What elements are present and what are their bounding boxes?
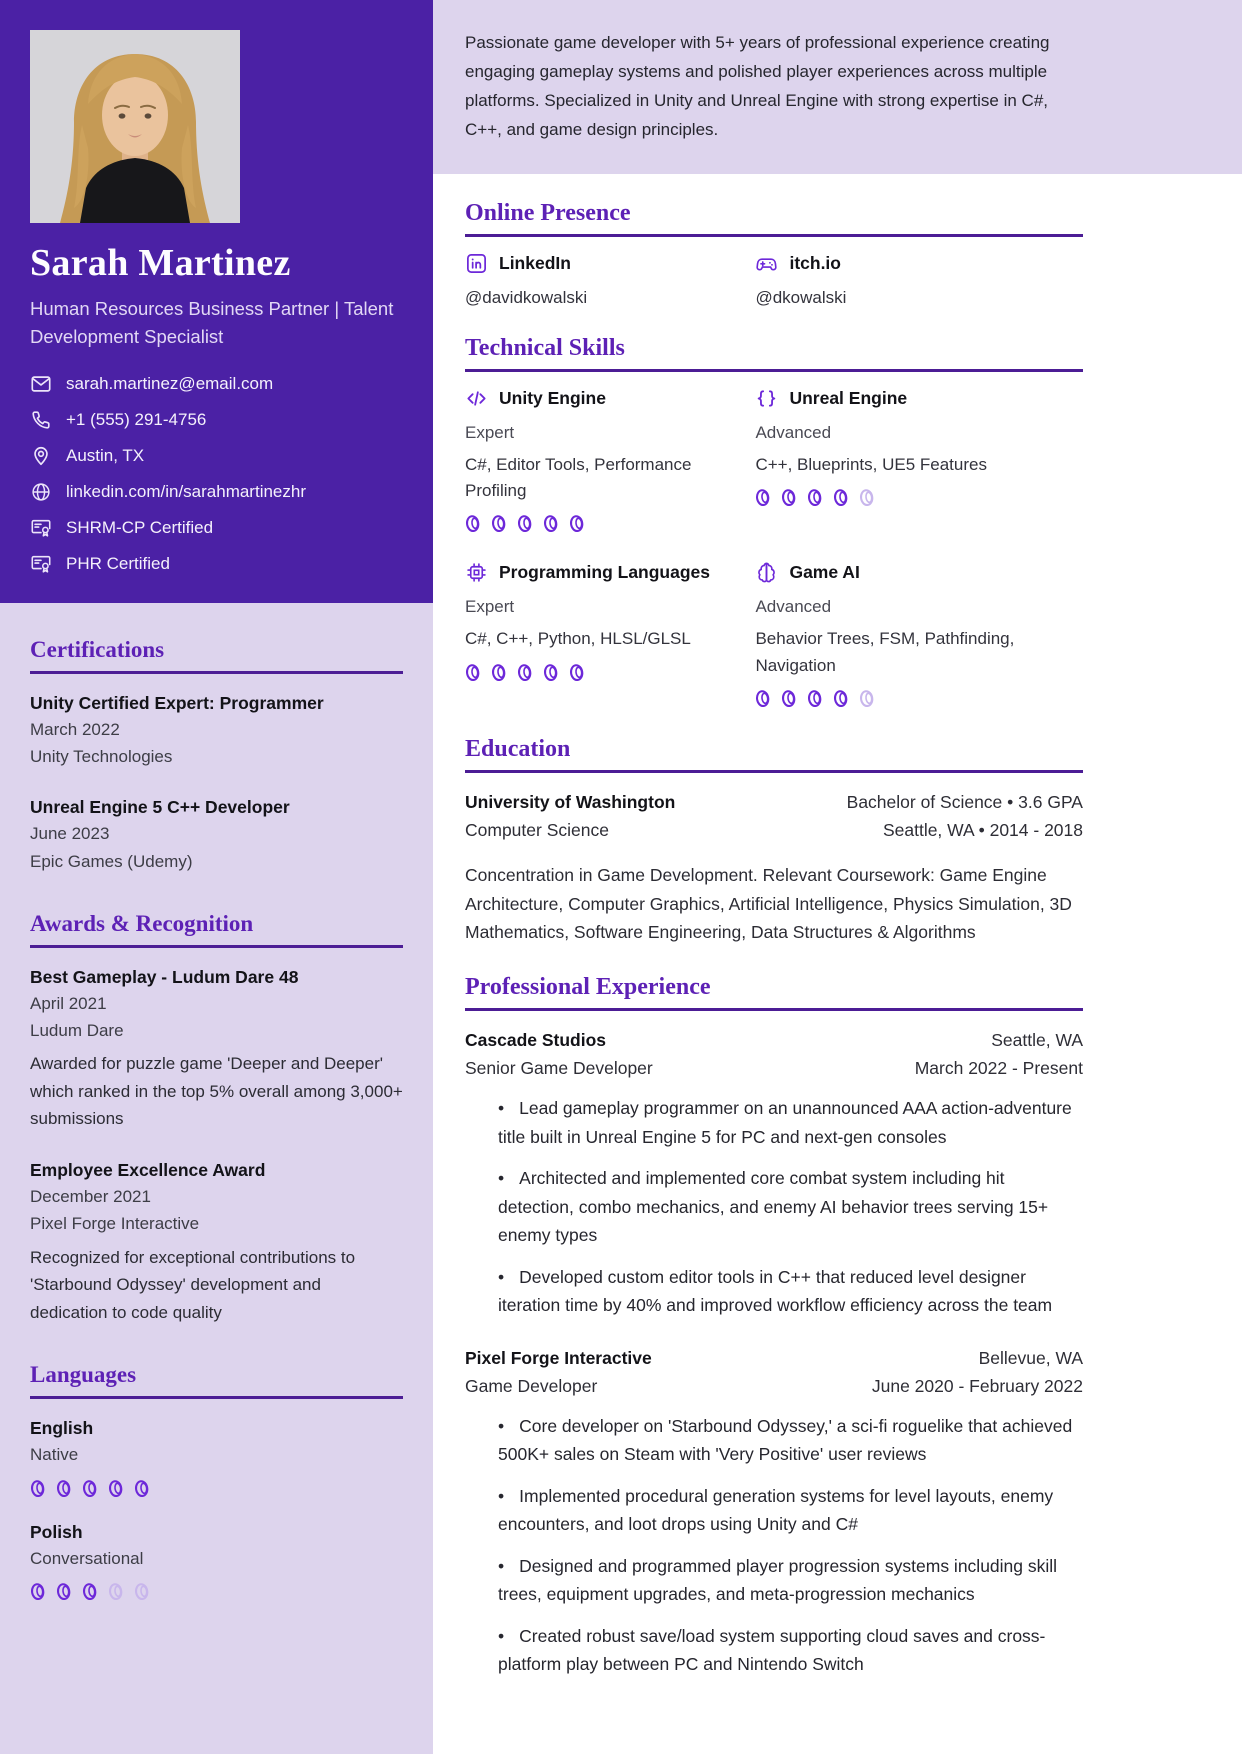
presence-handle: @davidkowalski	[465, 287, 588, 307]
languages-heading: Languages	[30, 1362, 403, 1399]
person-name: Sarah Martinez	[30, 242, 291, 284]
skill-programming-languages	[465, 561, 755, 709]
job-bullet	[498, 1164, 1083, 1250]
language-name: English	[30, 1418, 94, 1439]
certification-date: March 2022	[30, 719, 120, 739]
section-professional-experience	[465, 974, 1083, 1679]
skill-game-ai	[755, 561, 1083, 709]
job-bullet	[498, 1412, 1083, 1469]
location-pin-icon	[30, 445, 52, 467]
contact-certification-1	[30, 517, 403, 539]
profile-photo	[30, 30, 240, 223]
skill-level-dot-icon	[569, 513, 586, 534]
skill-level-dot-icon	[833, 688, 850, 709]
language-level-dots	[30, 1478, 403, 1499]
contact-website	[30, 481, 403, 503]
skill-level-dots	[465, 513, 755, 534]
award-date: December 2021	[30, 1187, 151, 1207]
skill-level-dot-icon	[543, 513, 560, 534]
skill-level-dot-icon	[465, 513, 482, 534]
skill-level: Expert	[465, 422, 515, 442]
job-location: Seattle, WA	[991, 1030, 1083, 1051]
language-item	[30, 1415, 403, 1498]
section-technical-skills	[465, 335, 1083, 709]
skill-level-dot-icon	[807, 688, 824, 709]
job-company: Cascade Studios	[465, 1030, 607, 1051]
language-level: Native	[30, 1445, 79, 1465]
person-title: Human Resources Business Partner | Talent Development Specialist	[30, 298, 394, 347]
language-level-dots	[30, 1581, 403, 1602]
job-bullet	[498, 1094, 1083, 1151]
experience-heading: Professional Experience	[465, 974, 1083, 1011]
online-presence-grid	[465, 252, 1083, 308]
sidebar	[0, 0, 433, 1754]
award-description: Recognized for exceptional contributions to 'Starbound Odyssey' development and dedication to code quality	[30, 1247, 356, 1322]
summary-text: Passionate game developer with 5+ years of professional experience creating engaging gameplay systems and polished player experiences across multiple platforms. Specialized in Unity and Unreal Engine with strong expertise in C#, C++, and game design principles.	[465, 33, 1050, 139]
section-awards	[30, 911, 403, 1326]
section-online-presence	[465, 200, 1083, 308]
bullet-dot: •	[498, 1415, 505, 1436]
skill-details: C++, Blueprints, UE5 Features	[755, 454, 987, 474]
bullet-text: Architected and implemented core combat system including hit detection, combo mechanics, and enemy AI behavior trees serving 15+ enemy types	[498, 1168, 1049, 1246]
skill-level-dot-icon	[859, 688, 876, 709]
bullet-dot: •	[498, 1168, 505, 1189]
skill-level-dot-icon	[108, 1581, 125, 1602]
certificate-icon	[30, 517, 52, 539]
job-pixel-forge-interactive	[465, 1344, 1083, 1679]
skill-level-dot-icon	[833, 487, 850, 508]
bullet-text: Implemented procedural generation systems for level layouts, enemy encounters, and loot drops using Unity and C#	[498, 1485, 1054, 1535]
job-dates: March 2022 - Present	[914, 1058, 1083, 1079]
job-bullets	[465, 1412, 1083, 1679]
contact-certification-1-text: SHRM-CP Certified	[66, 517, 214, 537]
phone-icon	[30, 409, 52, 431]
skills-grid	[465, 387, 1083, 709]
presence-item-itchio	[755, 252, 1083, 308]
skill-details: Behavior Trees, FSM, Pathfinding, Navigation	[755, 629, 1015, 675]
bullet-text: Core developer on 'Starbound Odyssey,' a sci-fi roguelike that achieved 500K+ sales on Steam with 'Very Positive' user reviews	[498, 1415, 1073, 1465]
skill-level-dot-icon	[491, 513, 508, 534]
certification-issuer: Unity Technologies	[30, 746, 173, 766]
certification-item	[30, 794, 403, 875]
skill-level-dot-icon	[807, 487, 824, 508]
contact-certification-2-text: PHR Certified	[66, 553, 170, 573]
bullet-text: Created robust save/load system supporting cloud saves and cross-platform play between PC and Nintendo Switch	[498, 1625, 1046, 1675]
skill-name: Unity Engine	[499, 387, 606, 408]
skill-name: Unreal Engine	[789, 387, 908, 408]
sidebar-header	[0, 0, 433, 603]
certification-date: June 2023	[30, 824, 110, 844]
itchio-gamepad-icon	[755, 252, 778, 275]
bullet-dot: •	[498, 1485, 505, 1506]
linkedin-icon	[465, 252, 488, 275]
skill-unreal-engine	[755, 387, 1083, 535]
online-presence-heading: Online Presence	[465, 200, 1083, 237]
email-icon	[30, 373, 52, 395]
job-bullets	[465, 1094, 1083, 1320]
skill-level-dot-icon	[781, 487, 798, 508]
language-level: Conversational	[30, 1548, 144, 1568]
skill-level-dot-icon	[30, 1581, 47, 1602]
skill-level-dot-icon	[543, 662, 560, 683]
skill-details: C#, Editor Tools, Performance Profiling	[465, 454, 692, 500]
skill-level-dots	[755, 688, 1083, 709]
job-bullet	[498, 1622, 1083, 1679]
contact-email	[30, 373, 403, 395]
skill-unity-engine	[465, 387, 755, 535]
education-heading: Education	[465, 736, 1083, 773]
skill-level: Advanced	[755, 597, 832, 617]
skill-level-dot-icon	[465, 662, 482, 683]
skill-level-dot-icon	[491, 662, 508, 683]
award-name: Employee Excellence Award	[30, 1159, 266, 1180]
bullet-dot: •	[498, 1098, 505, 1119]
skill-level-dot-icon	[755, 487, 772, 508]
skill-details: C#, C++, Python, HLSL/GLSL	[465, 629, 691, 649]
skill-level-dot-icon	[134, 1581, 151, 1602]
certification-item	[30, 690, 403, 771]
job-role: Senior Game Developer	[465, 1058, 653, 1079]
skill-name: Programming Languages	[499, 562, 711, 583]
education-location-dates: Seattle, WA • 2014 - 2018	[882, 820, 1083, 841]
contact-location	[30, 445, 403, 467]
summary-box	[433, 0, 1242, 174]
code-icon	[465, 387, 488, 410]
main-content	[433, 174, 1242, 1743]
skill-level-dot-icon	[517, 513, 534, 534]
skill-level-dot-icon	[134, 1478, 151, 1499]
section-languages	[30, 1362, 403, 1602]
bullet-dot: •	[498, 1266, 505, 1287]
section-education	[465, 736, 1083, 947]
job-dates: June 2020 - February 2022	[871, 1375, 1083, 1396]
contact-certification-2	[30, 553, 403, 575]
award-item	[30, 1157, 403, 1326]
skill-level-dot-icon	[569, 662, 586, 683]
award-name: Best Gameplay - Ludum Dare 48	[30, 966, 299, 987]
education-description: Concentration in Game Development. Relevant Coursework: Game Engine Architecture, Computer Graphics, Artificial Intelligence, Physics Simulation, 3D Mathematics, Software Engineering, Data Structures & Algorithms	[465, 864, 1072, 943]
bullet-text: Lead gameplay programmer on an unannounced AAA action-adventure title built in Unreal Engine 5 for PC and next-gen consoles	[498, 1098, 1072, 1147]
certificate-icon	[30, 553, 52, 575]
job-bullet	[498, 1552, 1083, 1609]
job-cascade-studios	[465, 1026, 1083, 1320]
bullet-text: Designed and programmed player progression systems including skill trees, equipment upgrades, and meta-progression mechanics	[498, 1555, 1058, 1605]
bullet-dot: •	[498, 1555, 505, 1576]
job-bullet	[498, 1263, 1083, 1320]
bullet-text: Developed custom editor tools in C++ that reduced level designer iteration time by 40% and improved workflow efficiency across the team	[498, 1266, 1053, 1316]
brain-icon	[755, 561, 778, 584]
braces-icon	[755, 387, 778, 410]
contact-website-text: linkedin.com/in/sarahmartinezhr	[66, 481, 306, 501]
education-degree: Bachelor of Science • 3.6 GPA	[846, 791, 1083, 812]
presence-label: itch.io	[789, 252, 841, 273]
bullet-dot: •	[498, 1625, 505, 1646]
profile-photo-image	[30, 30, 240, 223]
skill-level-dot-icon	[781, 688, 798, 709]
presence-label: LinkedIn	[499, 252, 571, 273]
skill-level: Advanced	[755, 422, 832, 442]
award-description: Awarded for puzzle game 'Deeper and Deeper' which ranked in the top 5% overall among 3,000+ submissions	[30, 1054, 403, 1129]
award-date: April 2021	[30, 994, 107, 1013]
globe-icon	[30, 481, 52, 503]
education-major: Computer Science	[465, 820, 609, 841]
language-item	[30, 1519, 403, 1602]
job-company: Pixel Forge Interactive	[465, 1347, 652, 1368]
contact-list	[30, 373, 403, 575]
award-item	[30, 964, 403, 1133]
contact-phone	[30, 409, 403, 431]
skill-level-dots	[755, 487, 1083, 508]
job-bullet	[498, 1482, 1083, 1539]
presence-item-linkedin	[465, 252, 755, 308]
chip-icon	[465, 561, 488, 584]
language-name: Polish	[30, 1521, 83, 1542]
certification-name: Unreal Engine 5 C++ Developer	[30, 797, 290, 818]
contact-location-text: Austin, TX	[66, 445, 145, 465]
skill-level-dot-icon	[82, 1478, 99, 1499]
education-school: University of Washington	[465, 791, 676, 812]
skill-level-dots	[465, 662, 755, 683]
skill-level-dot-icon	[56, 1581, 73, 1602]
technical-skills-heading: Technical Skills	[465, 335, 1083, 372]
certification-issuer: Epic Games (Udemy)	[30, 851, 193, 871]
contact-email-text: sarah.martinez@email.com	[66, 373, 274, 393]
skill-level-dot-icon	[108, 1478, 125, 1499]
skill-level: Expert	[465, 597, 515, 617]
skill-name: Game AI	[789, 562, 860, 583]
award-issuer: Pixel Forge Interactive	[30, 1214, 200, 1234]
skill-level-dot-icon	[56, 1478, 73, 1499]
job-role: Game Developer	[465, 1375, 598, 1396]
job-location: Bellevue, WA	[978, 1347, 1083, 1368]
main-column	[433, 0, 1242, 1754]
skill-level-dot-icon	[30, 1478, 47, 1499]
section-certifications	[30, 637, 403, 875]
skill-level-dot-icon	[517, 662, 534, 683]
certifications-heading: Certifications	[30, 637, 403, 674]
certification-name: Unity Certified Expert: Programmer	[30, 692, 324, 713]
presence-handle: @dkowalski	[755, 287, 847, 307]
skill-level-dot-icon	[82, 1581, 99, 1602]
contact-phone-text: +1 (555) 291-4756	[66, 409, 207, 429]
skill-level-dot-icon	[755, 688, 772, 709]
sidebar-body	[0, 603, 433, 1603]
awards-heading: Awards & Recognition	[30, 911, 403, 948]
skill-level-dot-icon	[859, 487, 876, 508]
award-issuer: Ludum Dare	[30, 1021, 124, 1041]
